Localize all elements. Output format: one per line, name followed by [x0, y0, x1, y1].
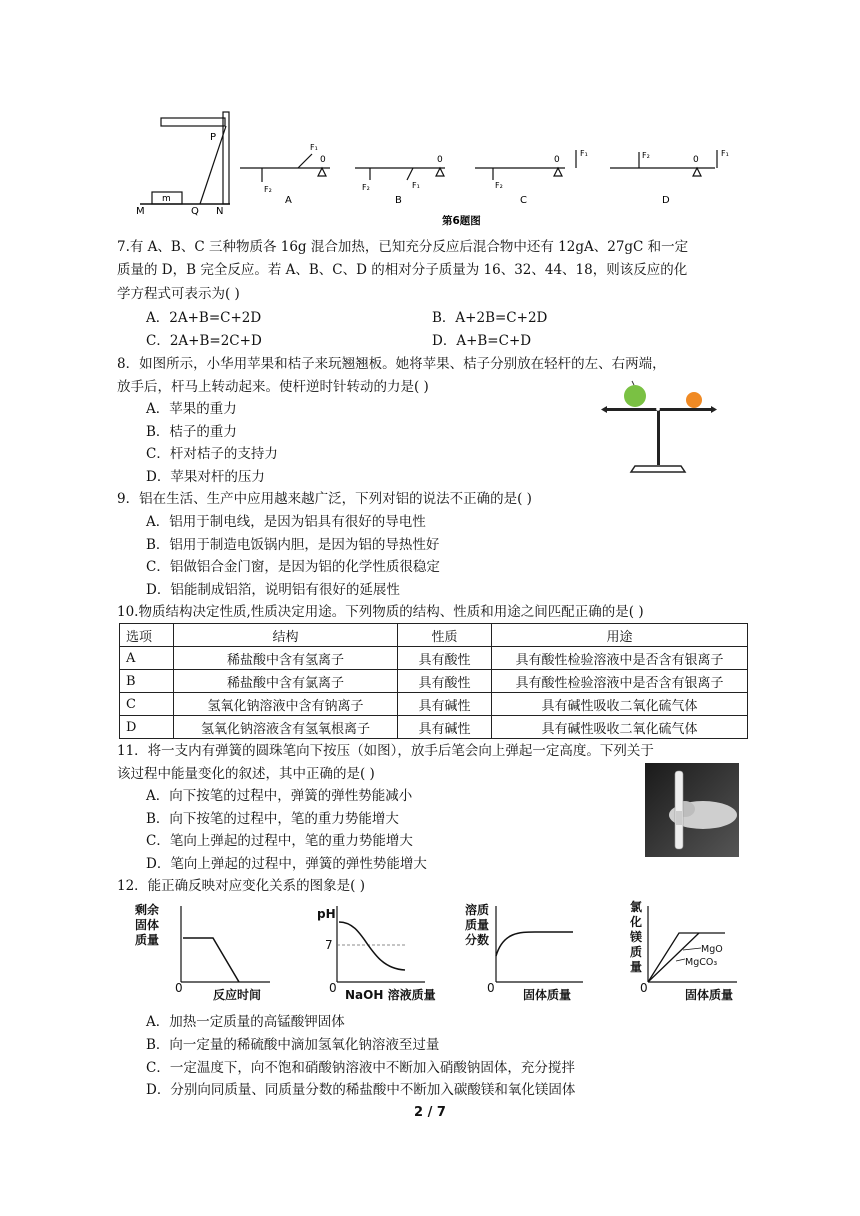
graph-c-ylabel-2: 质量: [465, 918, 490, 932]
table-header-row: [120, 624, 748, 647]
q10-table: [119, 623, 748, 739]
q9-text-1: 9．铝在生活、生产中应用越来越广泛，下列对铝的说法不正确的是( ): [117, 491, 532, 507]
label-Q: Q: [191, 206, 199, 217]
q9-option-a: A．铝用于制电线，是因为铝具有很好的导电性: [146, 514, 426, 530]
q6-diagram-d: [610, 150, 717, 176]
a-label: A: [285, 195, 292, 206]
q10-text-1: 10.物质结构决定性质,性质决定用途。下列物质的结构、性质和用途之间匹配正确的是( ): [117, 604, 644, 620]
q11-option-c: C．笔向上弹起的过程中，笔的重力势能增大: [146, 833, 413, 849]
cell-structure: 氢氧化钠溶液中含有钠离子: [174, 693, 398, 716]
cell-property: 具有酸性: [398, 647, 492, 670]
apple-icon: [624, 385, 646, 407]
graph-d-ylabel-1: 氯: [630, 900, 643, 914]
q7-option-c: C．2A+B=2C+D: [146, 333, 262, 349]
graph-c-origin: 0: [487, 981, 495, 995]
c-o: 0: [554, 155, 560, 165]
q6-diagram-b: [355, 168, 445, 180]
graph-c-ylabel-3: 分数: [465, 933, 490, 947]
b-label: B: [395, 195, 402, 206]
q12-option-a: A．加热一定质量的高锰酸钾固体: [146, 1014, 345, 1030]
graph-d-xlabel: 固体质量: [685, 988, 734, 1002]
graph-d-series-mgco3: MgCO₃: [685, 957, 718, 968]
b-o: 0: [437, 155, 443, 165]
cell-use: 具有碱性吸收二氧化硫气体: [492, 693, 748, 716]
cell-option: C: [120, 693, 174, 716]
q8-option-d: D．苹果对杆的压力: [146, 469, 265, 485]
cell-structure: 稀盐酸中含有氢离子: [174, 647, 398, 670]
label-P: P: [210, 132, 217, 143]
q12-option-c: C．一定温度下，向不饱和硝酸钠溶液中不断加入硝酸钠固体，充分搅拌: [146, 1060, 575, 1076]
table-row: [120, 647, 748, 670]
q6-apparatus: [140, 112, 230, 204]
q12-option-d: D．分别向同质量、同质量分数的稀盐酸中不断加入碳酸镁和氧化镁固体: [146, 1082, 576, 1098]
label-m: m: [162, 194, 171, 204]
cell-property: 具有碱性: [398, 716, 492, 739]
figure-q6: [130, 108, 760, 233]
q7-option-d: D．A+B=C+D: [432, 333, 532, 349]
c-f2: F₂: [495, 181, 503, 190]
q9-option-d: D．铝能制成铝箔，说明铝有很好的延展性: [146, 582, 400, 598]
cell-use: 具有酸性检验溶液中是否含有银离子: [492, 647, 748, 670]
q8-text-2: 放手后，杆马上转动起来。使杆逆时针转动的力是( ): [117, 379, 429, 395]
q11-option-d: D．笔向上弹起的过程中，弹簧的弹性势能增大: [146, 856, 427, 872]
a-f1: F₁: [310, 143, 318, 152]
graph-c: [465, 902, 583, 1002]
graph-b-xlabel: NaOH 溶液质量: [345, 988, 436, 1002]
graph-a-ylabel-3: 质量: [135, 933, 160, 947]
header-property: 性质: [398, 624, 492, 647]
graph-a-ylabel-2: 固体: [135, 918, 160, 932]
header-option: 选项: [120, 624, 174, 647]
a-f2: F₂: [264, 185, 272, 194]
q12-option-b: B．向一定量的稀硫酸中滴加氢氧化钠溶液至过量: [146, 1037, 440, 1053]
graph-a-origin: 0: [175, 981, 183, 995]
graph-d-ylabel-4: 质: [630, 945, 643, 959]
graph-b-ylabel: pH: [317, 907, 336, 921]
graph-c-ylabel-1: 溶质: [465, 903, 490, 917]
q12-graphs: [135, 898, 765, 1008]
table-row: [120, 716, 748, 739]
cell-use: 具有碱性吸收二氧化硫气体: [492, 716, 748, 739]
cell-option: B: [120, 670, 174, 693]
graph-b-mark: 7: [325, 938, 333, 952]
cell-use: 具有酸性检验溶液中是否含有银离子: [492, 670, 748, 693]
d-label: D: [662, 195, 670, 206]
graph-d-ylabel-5: 量: [630, 960, 643, 974]
orange-icon: [686, 392, 702, 408]
q12-text-1: 12．能正确反映对应变化关系的图象是( ): [117, 878, 366, 894]
q11-text-2: 该过程中能量变化的叙述，其中正确的是( ): [117, 766, 375, 782]
q7-text-1: 7.有 A、B、C 三种物质各 16g 混合加热，已知充分反应后混合物中还有 12gA、27gC 和一定: [117, 239, 689, 255]
label-N: N: [216, 206, 224, 217]
cell-property: 具有酸性: [398, 670, 492, 693]
q7-option-b: B．A+2B=C+2D: [432, 310, 548, 326]
q7-text-3: 学方程式可表示为( ): [117, 286, 240, 302]
q8-option-c: C．杆对桔子的支持力: [146, 446, 278, 462]
c-label: C: [520, 195, 527, 206]
q8-option-b: B．桔子的重力: [146, 424, 237, 440]
d-f2: F₂: [642, 151, 650, 160]
graph-d-ylabel-2: 化: [630, 915, 643, 929]
q9-option-b: B．铝用于制造电饭锅内胆，是因为铝的导热性好: [146, 537, 440, 553]
page-number: 2 / 7: [414, 1105, 446, 1120]
d-f1: F₁: [721, 149, 729, 158]
cell-property: 具有碱性: [398, 693, 492, 716]
graph-b: [317, 906, 436, 1002]
q11-option-a: A．向下按笔的过程中，弹簧的弹性势能减小: [146, 788, 413, 804]
q11-text-1: 11．将一支内有弹簧的圆珠笔向下按压（如图），放手后笔会向上弹起一定高度。下列关于: [117, 743, 654, 759]
pen-photo: [645, 763, 739, 857]
seesaw-figure: [597, 380, 721, 477]
header-use: 用途: [492, 624, 748, 647]
cell-option: D: [120, 716, 174, 739]
cell-structure: 稀盐酸中含有氯离子: [174, 670, 398, 693]
header-structure: 结构: [174, 624, 398, 647]
table-row: [120, 670, 748, 693]
graph-a-xlabel: 反应时间: [213, 988, 262, 1002]
graph-d: [629, 899, 737, 1002]
b-f2: F₂: [362, 183, 370, 192]
graph-a: [135, 902, 270, 1002]
table-row: [120, 693, 748, 716]
graph-a-ylabel-1: 剩余: [135, 903, 160, 917]
a-o: 0: [320, 155, 326, 165]
graph-c-xlabel: 固体质量: [523, 988, 572, 1002]
q11-option-b: B．向下按笔的过程中，笔的重力势能增大: [146, 811, 399, 827]
q7-text-2: 质量的 D，B 完全反应。若 A、B、C、D 的相对分子质量为 16、32、44、18，则该反应的化: [117, 262, 688, 278]
q9-option-c: C．铝做铝合金门窗，是因为铝的化学性质很稳定: [146, 559, 440, 575]
q8-option-a: A．苹果的重力: [146, 401, 237, 417]
d-o: 0: [693, 155, 699, 165]
b-f1: F₁: [412, 181, 420, 190]
q6-diagram-a: [240, 154, 330, 182]
q7-option-a: A．2A+B=C+2D: [146, 310, 262, 326]
graph-d-ylabel-3: 镁: [630, 930, 643, 944]
cell-option: A: [120, 647, 174, 670]
cell-structure: 氢氧化钠溶液含有氢氧根离子: [174, 716, 398, 739]
label-M: M: [136, 206, 145, 217]
graph-d-origin: 0: [640, 981, 648, 995]
c-f1: F₁: [580, 149, 588, 158]
q8-text-1: 8．如图所示，小华用苹果和桔子来玩翘翘板。她将苹果、桔子分别放在轻杆的左、右两端，: [117, 356, 666, 372]
q6-diagram-c: [475, 150, 576, 180]
graph-b-origin: 0: [329, 981, 337, 995]
graph-d-series-mgo: MgO: [701, 944, 723, 955]
fig6-caption: 第6题图: [442, 215, 481, 227]
